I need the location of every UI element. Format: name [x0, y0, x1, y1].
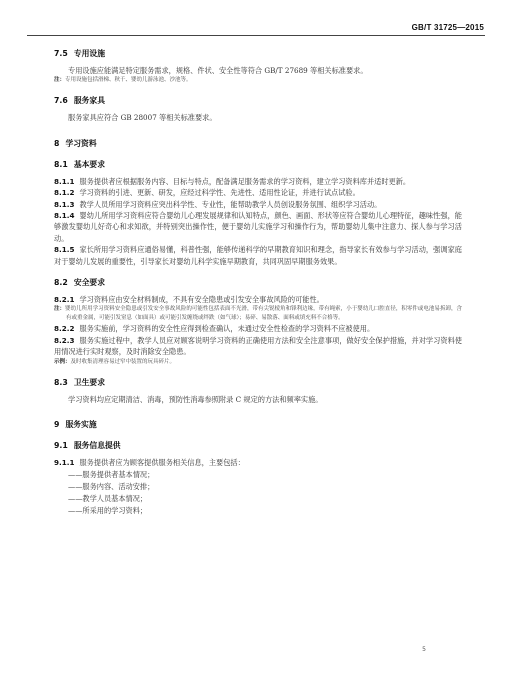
clause-number: 8.1.2: [54, 188, 75, 198]
section-number: 8.1: [54, 159, 68, 169]
section-number: 7.5: [54, 49, 68, 58]
note-label: 注：: [54, 77, 66, 84]
section-7-5-note: [54, 76, 462, 85]
clause-text: 服务实施过程中，教学人员应对顾客说明学习资料的正确使用方法和安全注意事项，做好安全保护措施，并对学习资料使用情况进行实时观察，及时消除安全隐患。: [54, 335, 462, 357]
header-rule: [27, 35, 485, 36]
section-title: 服务实施: [65, 420, 97, 430]
section-title: 专用设施: [73, 49, 105, 58]
section-8-2-note: [54, 305, 462, 323]
section-title: 安全要求: [73, 278, 105, 288]
clause-8-1-1: [54, 176, 462, 187]
clause-8-1-4: [54, 210, 462, 244]
clause-text: 教学人员所用学习资料应突出科学性、专业性，能帮助教学人员创设服务氛围、组织学习活动。: [79, 199, 382, 209]
standard-number: GB/T 31725—2015: [411, 23, 484, 32]
clause-text: 服务提供者应根据服务内容、目标与特点，配备满足服务需求的学习资料，建立学习资料库并适时更新。: [79, 176, 411, 186]
clause-8-2-3: [54, 335, 462, 358]
section-number: 8: [54, 138, 60, 148]
clause-number: 8.2.1: [54, 295, 75, 305]
note-label: 注：: [54, 306, 66, 313]
clause-text: 学习资料的引进、更新、研发，应经过科学性、先进性、适用性论证，并进行试点试验。: [79, 188, 360, 198]
section-7-5-text: 专用设施应能满足特定服务需求，规格、件状、安全性等符合 GB/T 27689 等相关标准要求。: [68, 66, 368, 75]
clause-number: 8.1.4: [54, 211, 75, 221]
section-7-6-text: 服务家具应符合 GB 28007 等相关标准要求。: [68, 113, 217, 123]
section-9-heading: [54, 419, 462, 430]
clause-8-2-1: [54, 294, 462, 305]
section-8-2-heading: [54, 277, 462, 288]
section-number: 9.1: [54, 441, 68, 451]
page-number: 5: [422, 646, 426, 653]
section-number: 7.6: [54, 96, 68, 106]
note-text: 婴幼儿所用学习资料安全隐患或引发安全事故风险的可能性包括表面不光滑，带有尖锐棱角和锋利边缘，带有绳索，小于婴幼儿口腔直径，积零件或电池易拆卸，含有或重金属，可能引发窒息（如面具）或可能引发缠绕或绊跌（如气球）；易碎、易散落、面料或填充料不合格等。: [65, 306, 462, 322]
section-title: 学习资料: [65, 138, 97, 148]
clause-8-2-2: [54, 323, 462, 334]
clause-text: 服务实施前，学习资料的安全性应得到检查确认，未通过安全性检查的学习资料不应被使用。: [79, 324, 375, 334]
section-8-1-heading: [54, 159, 462, 170]
clause-text: 服务提供者应为顾客提供服务相关信息，主要包括：: [79, 458, 245, 468]
clause-number: 8.1.3: [54, 199, 75, 209]
clause-number: 8.2.2: [54, 324, 75, 334]
list-item: ——教学人员基本情况；: [68, 493, 148, 503]
section-7-6-heading: [54, 95, 462, 106]
list-item: ——所采用的学习资料；: [68, 505, 148, 515]
section-number: 8.2: [54, 278, 68, 288]
clause-9-1-1: [54, 457, 462, 468]
section-number: 8.3: [54, 377, 68, 387]
section-title: 卫生要求: [73, 377, 105, 387]
page-content: [54, 48, 462, 517]
section-number: 9: [54, 420, 60, 430]
section-title: 服务信息提供: [73, 441, 121, 451]
clause-8-1-5: [54, 244, 462, 267]
section-8-heading: [54, 138, 462, 149]
clause-number: 8.1.5: [54, 245, 75, 255]
clause-8-1-2: [54, 187, 462, 198]
section-8-3-text: 学习资料均应定期清洁、消毒，预防性消毒参照附录 C 规定的方法和频率实施。: [68, 394, 323, 404]
section-title: 服务家具: [73, 96, 105, 106]
section-8-3-heading: [54, 377, 462, 388]
clause-text: 家长所用学习资料应通俗易懂，科普性强，能够传递科学的早期教育知识和理念，指导家长有效参与学习活动，强调家庭对于婴幼儿发展的重要性，引导家长对婴幼儿科学实施早期教育，共同巩固早期服务效果。: [54, 245, 462, 266]
section-9-1-heading: [54, 440, 462, 451]
note-text: 专用设施包括滑梯、秋千、婴幼儿游泳池、沙池等。: [65, 77, 192, 84]
section-title: 基本要求: [73, 159, 105, 169]
clause-number: 8.2.3: [54, 335, 75, 345]
clause-text: 婴幼儿所用学习资料应符合婴幼儿心理发展规律和认知特点，颜色、画面、形状等应符合婴幼儿心理特征，趣味性强，能够激发婴幼儿好奇心和求知欲，并特别突出操作性，便于婴幼儿实施学习和操作行为，帮助婴幼儿集中注意力、探人参与学习活动。: [54, 211, 462, 243]
example-text: 及时收集清理容易过窄中装置的玩具碎片。: [70, 358, 176, 365]
list-item: ——服务内容、活动安排；: [68, 481, 155, 491]
list-item: ——服务提供者基本情况；: [68, 469, 155, 479]
clause-8-1-3: [54, 199, 462, 210]
clause-number: 8.1.1: [54, 176, 75, 186]
example-label: 示例：: [54, 358, 71, 365]
section-8-2-example: [54, 358, 462, 367]
clause-number: 9.1.1: [54, 458, 75, 468]
clause-text: 学习资料应由安全材料制成，不具有安全隐患或引发安全事故风险的可能性。: [79, 295, 324, 305]
section-7-5-heading: [54, 48, 462, 59]
